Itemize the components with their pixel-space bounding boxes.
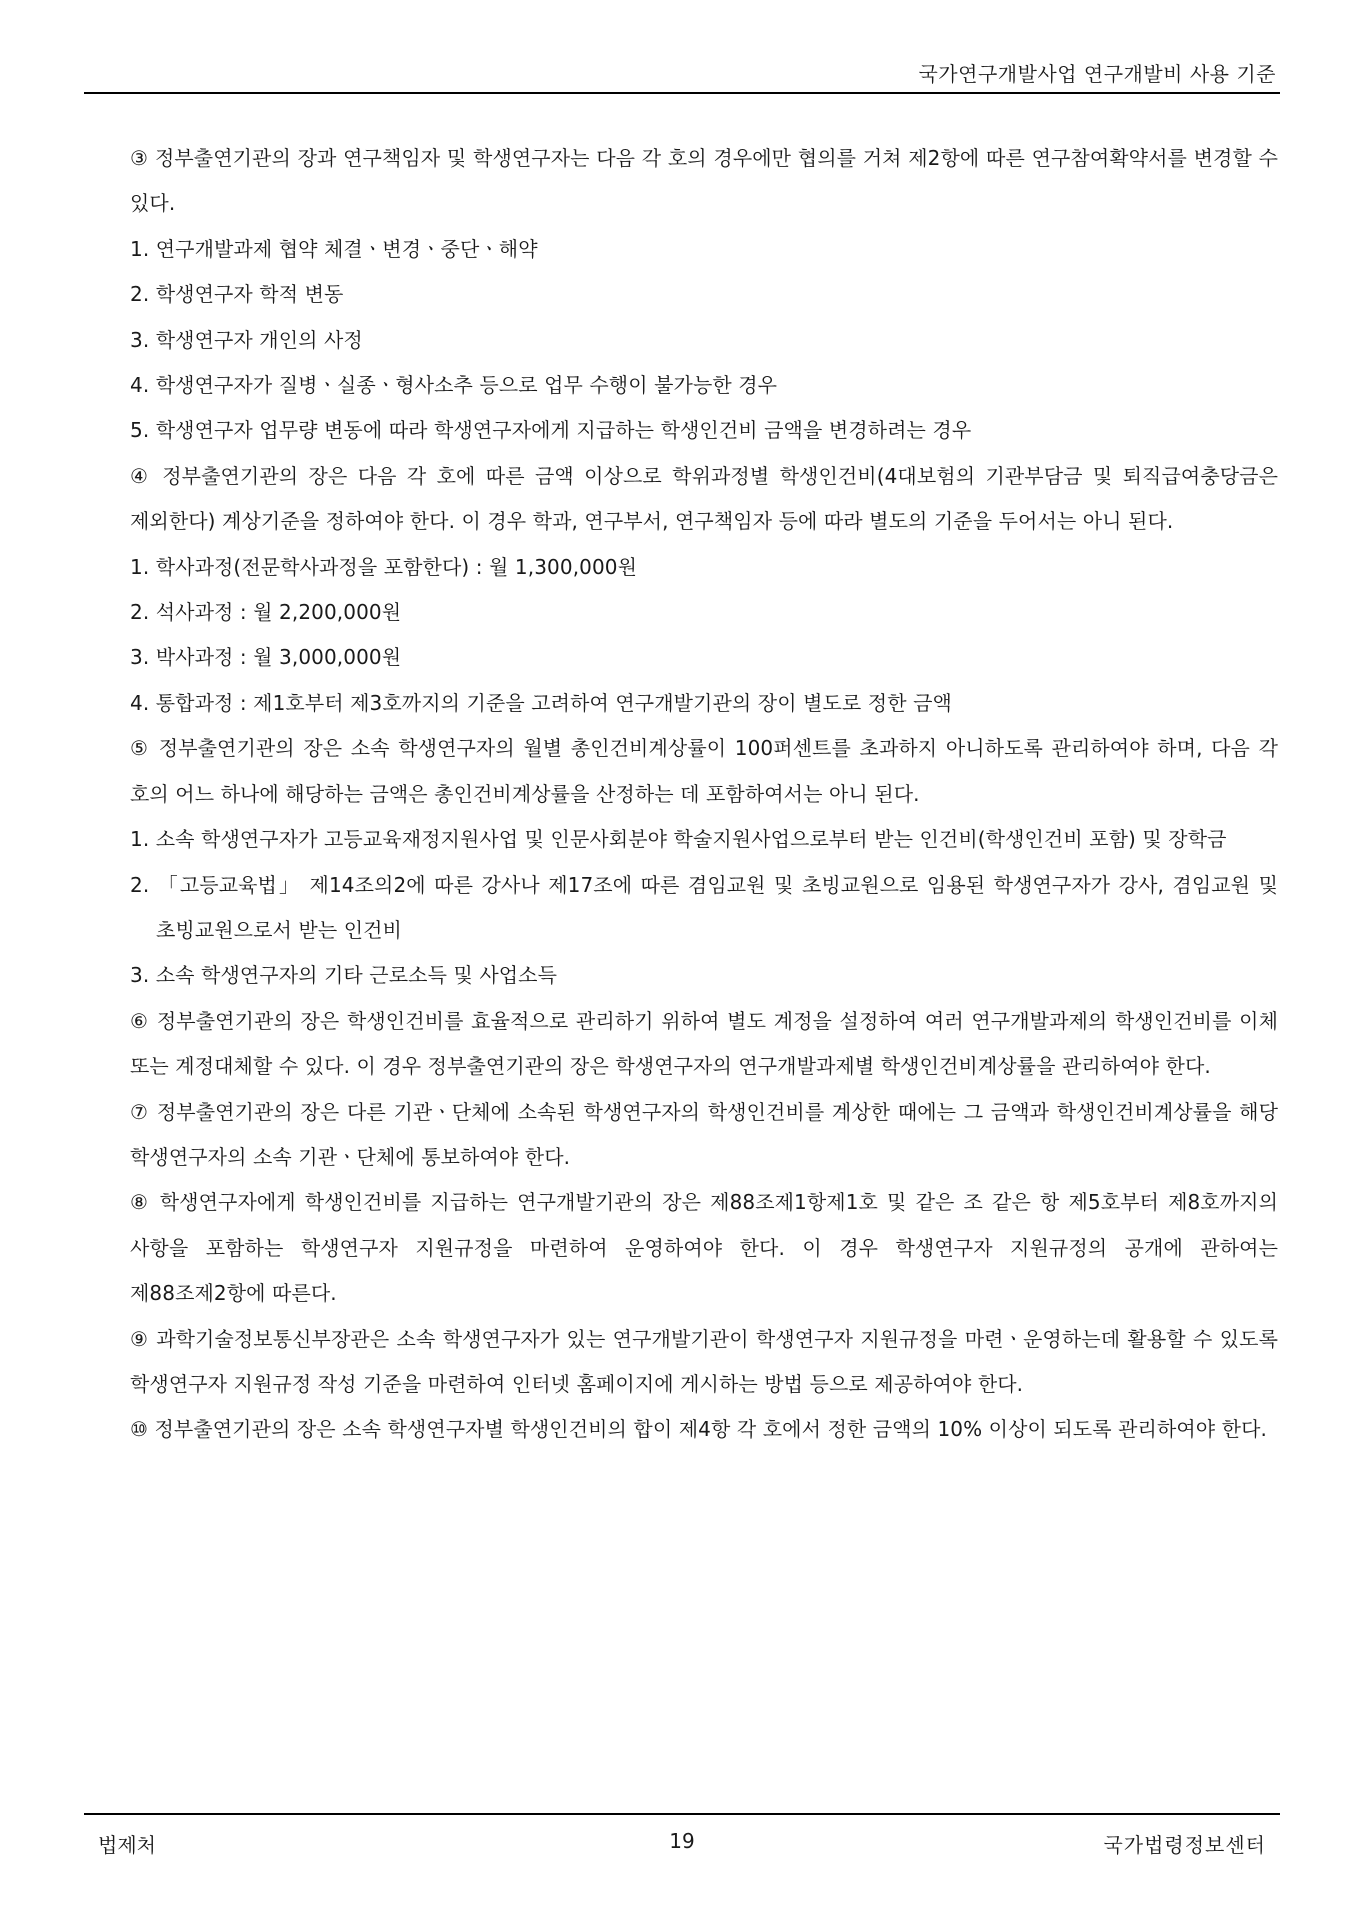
clause-3-item-3: 3. 학생연구자 개인의 사정: [130, 327, 363, 352]
document-title: 국가연구개발사업 연구개발비 사용 기준: [918, 62, 1276, 86]
page-header: [84, 58, 1280, 94]
clause-9: ⑨ 과학기술정보통신부장관은 소속 학생연구자가 있는 연구개발기관이 학생연구자 지원규정을 마련ㆍ운영하는데 활용할 수 있도록 학생연구자 지원규정 작성 기준을 마련하여 인터넷 홈페이지에 게시하는 방법 등으로 제공하여야 한다.: [130, 1326, 1278, 1396]
page-footer: [84, 1813, 1280, 1867]
clause-3: ③ 정부출연기관의 장과 연구책임자 및 학생연구자는 다음 각 호의 경우에만 협의를 거쳐 제2항에 따른 연구참여확약서를 변경할 수 있다.: [130, 146, 1278, 216]
clause-8: ⑧ 학생연구자에게 학생인건비를 지급하는 연구개발기관의 장은 제88조제1항제1호 및 같은 조 같은 항 제5호부터 제8호까지의 사항을 포함하는 학생연구자 지원규정을 마련하여 운영하여야 한다. 이 경우 학생연구자 지원규정의 공개에 관하여는 제88조제2항에 따른다.: [130, 1190, 1278, 1306]
clause-5: ⑤ 정부출연기관의 장은 소속 학생연구자의 월별 총인건비계상률이 100퍼센트를 초과하지 아니하도록 관리하여야 하며, 다음 각 호의 어느 하나에 해당하는 금액은 총인건비계상률을 산정하는 데 포함하여서는 아니 된다.: [130, 736, 1278, 806]
document-body: [130, 136, 1278, 1453]
clause-4-item-1: 1. 학사과정(전문학사과정을 포함한다) : 월 1,300,000원: [130, 554, 638, 579]
page-number: 19: [669, 1829, 695, 1853]
clause-4-item-3: 3. 박사과정 : 월 3,000,000원: [130, 645, 402, 670]
clause-4: ④ 정부출연기관의 장은 다음 각 호에 따른 금액 이상으로 학위과정별 학생인건비(4대보험의 기관부담금 및 퇴직급여충당금은 제외한다) 계상기준을 정하여야 한다. 이 경우 학과, 연구부서, 연구책임자 등에 따라 별도의 기준을 두어서는 아니 된다.: [130, 463, 1278, 534]
clause-4-item-2: 2. 석사과정 : 월 2,200,000원: [130, 600, 402, 625]
clause-3-item-1: 1. 연구개발과제 협약 체결ㆍ변경ㆍ중단ㆍ해약: [130, 236, 538, 261]
clause-7: ⑦ 정부출연기관의 장은 다른 기관ㆍ단체에 소속된 학생연구자의 학생인건비를 계상한 때에는 그 금액과 학생인건비계상률을 해당 학생연구자의 소속 기관ㆍ단체에 통보하여야 한다.: [130, 1099, 1278, 1169]
footer-publisher: 법제처: [98, 1833, 156, 1857]
clause-10: ⑩ 정부출연기관의 장은 소속 학생연구자별 학생인건비의 합이 제4항 각 호에서 정한 금액의 10% 이상이 되도록 관리하여야 한다.: [130, 1417, 1267, 1442]
clause-5-item-2: 2. 「고등교육법」 제14조의2에 따른 강사나 제17조에 따른 겸임교원 및 초빙교원으로 임용된 학생연구자가 강사, 겸임교원 및 초빙교원으로서 받는 인건비: [130, 872, 1278, 942]
clause-3-item-2: 2. 학생연구자 학적 변동: [130, 282, 344, 307]
clause-5-item-3: 3. 소속 학생연구자의 기타 근로소득 및 사업소득: [130, 963, 558, 988]
clause-6: ⑥ 정부출연기관의 장은 학생인건비를 효율적으로 관리하기 위하여 별도 계정을 설정하여 여러 연구개발과제의 학생인건비를 이체 또는 계정대체할 수 있다. 이 경우 정부출연기관의 장은 학생연구자의 연구개발과제별 학생인건비계상률을 관리하여야 한다.: [130, 1008, 1279, 1079]
footer-source: 국가법령정보센터: [1103, 1833, 1266, 1857]
clause-5-item-1: 1. 소속 학생연구자가 고등교육재정지원사업 및 인문사회분야 학술지원사업으로부터 받는 인건비(학생인건비 포함) 및 장학금: [130, 827, 1227, 852]
clause-3-item-5: 5. 학생연구자 업무량 변동에 따라 학생연구자에게 지급하는 학생인건비 금액을 변경하려는 경우: [130, 418, 972, 443]
clause-3-item-4: 4. 학생연구자가 질병ㆍ실종ㆍ형사소추 등으로 업무 수행이 불가능한 경우: [130, 373, 778, 398]
clause-4-item-4: 4. 통합과정 : 제1호부터 제3호까지의 기준을 고려하여 연구개발기관의 장이 별도로 정한 금액: [130, 690, 952, 715]
